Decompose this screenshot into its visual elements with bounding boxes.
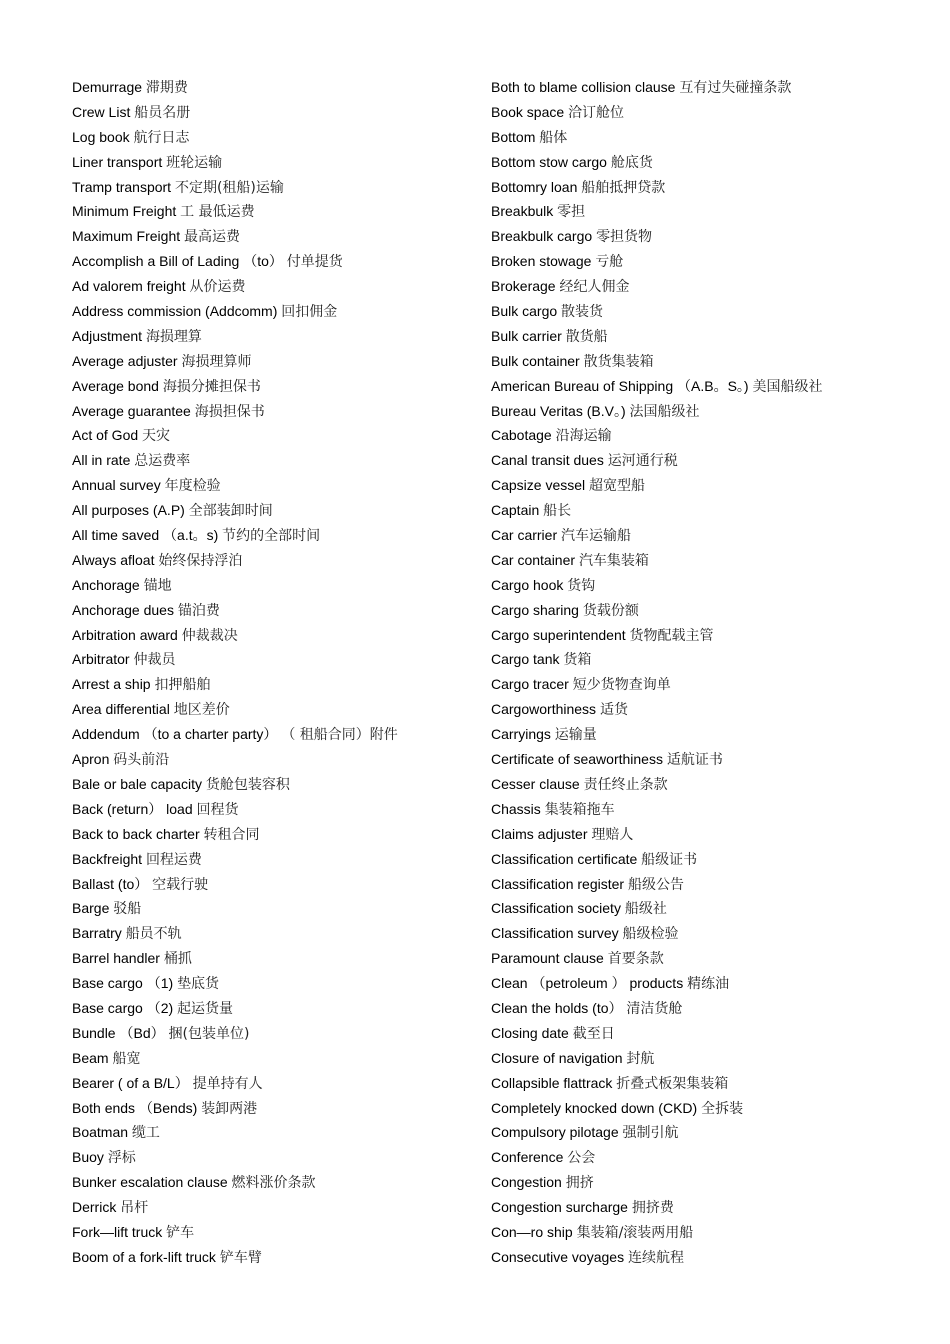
entry-term: Back (return） load — [72, 800, 193, 817]
entry-translation: 滞期费 — [145, 80, 188, 96]
entry-translation: 提单持有人 — [192, 1075, 263, 1092]
glossary-right-column — [491, 75, 931, 1270]
entry-term: Demurrage — [72, 79, 143, 95]
glossary-entry — [72, 1195, 472, 1220]
glossary-entry — [491, 847, 931, 872]
entry-term: Both ends （Bends) — [72, 1099, 198, 1116]
entry-term: Derrick — [72, 1199, 117, 1216]
entry-term: Average adjuster — [72, 352, 178, 369]
glossary-entry — [72, 1120, 472, 1145]
entry-translation: 总运费率 — [134, 453, 191, 470]
glossary-entry — [72, 423, 472, 448]
entry-translation: 回扣佣金 — [281, 304, 338, 321]
entry-translation: 适货 — [599, 702, 628, 719]
glossary-entry — [72, 175, 472, 200]
entry-term: Closure of navigation — [491, 1049, 623, 1066]
glossary-entry — [491, 374, 931, 399]
entry-term: Cabotage — [491, 427, 552, 444]
glossary-entry — [72, 1170, 472, 1195]
entry-term: Bottomry loan — [491, 178, 578, 195]
entry-translation: 始终保持浮泊 — [158, 552, 243, 569]
entry-translation: 付单提货 — [286, 254, 343, 271]
entry-translation: 天灾 — [142, 428, 171, 445]
glossary-entry — [491, 349, 931, 374]
entry-term: Addendum （to a charter party） — [72, 726, 278, 743]
glossary-entry — [72, 1245, 472, 1270]
entry-term: Average guarantee — [72, 402, 191, 419]
entry-translation: 责任终止条款 — [583, 776, 668, 793]
entry-translation: 驳船 — [113, 901, 142, 918]
entry-translation: 船员不轨 — [125, 926, 182, 943]
entry-translation: 锚泊费 — [177, 602, 220, 619]
entry-term: Clean the holds (to） — [491, 999, 623, 1016]
glossary-entry — [491, 548, 931, 573]
glossary-entry — [491, 647, 931, 672]
glossary-entry — [72, 249, 472, 274]
entry-term: Minimum Freight — [72, 203, 177, 220]
glossary-entry — [491, 1245, 931, 1270]
glossary-entry — [72, 199, 472, 224]
entry-translation: 桶抓 — [163, 951, 192, 968]
glossary-entry — [491, 125, 931, 150]
glossary-entry — [491, 75, 931, 100]
entry-term: Certificate of seaworthiness — [491, 751, 663, 768]
entry-term: Fork—lift truck — [72, 1223, 163, 1240]
glossary-entry — [491, 423, 931, 448]
entry-translation: 全拆装 — [701, 1100, 744, 1117]
entry-term: Book space — [491, 103, 565, 120]
glossary-entry — [491, 971, 931, 996]
entry-translation: 垫底货 — [177, 976, 220, 993]
entry-term: All in rate — [72, 452, 131, 469]
glossary-entry — [72, 374, 472, 399]
glossary-entry — [491, 224, 931, 249]
entry-translation: 零担 — [557, 204, 586, 221]
glossary-entry — [491, 1096, 931, 1121]
glossary-entry — [72, 349, 472, 374]
glossary-entry — [491, 1195, 931, 1220]
entry-translation: 互有过失碰撞条款 — [679, 80, 792, 96]
entry-translation: 吊杆 — [120, 1200, 149, 1217]
entry-translation: 折叠式板架集装箱 — [616, 1075, 729, 1092]
entry-term: Beam — [72, 1049, 109, 1066]
entry-term: Address commission (Addcomm) — [72, 303, 278, 320]
glossary-entry — [72, 847, 472, 872]
entry-term: Boatman — [72, 1124, 129, 1141]
glossary-entry — [72, 971, 472, 996]
entry-term: American Bureau of Shipping （A.B。S。) — [491, 377, 749, 394]
entry-translation: 封航 — [626, 1050, 655, 1067]
glossary-entry — [72, 299, 472, 324]
glossary-entry — [491, 274, 931, 299]
entry-term: Ballast (to） — [72, 875, 149, 892]
glossary-entry — [72, 75, 472, 100]
entry-translation: 亏舱 — [595, 254, 624, 271]
entry-term: Closing date — [491, 1024, 569, 1041]
entry-term: Chassis — [491, 800, 541, 817]
entry-translation: 码头前沿 — [113, 752, 170, 769]
glossary-entry — [72, 473, 472, 498]
entry-term: Brokerage — [491, 278, 556, 295]
entry-term: Bulk cargo — [491, 303, 558, 320]
glossary-entry — [491, 1170, 931, 1195]
glossary-entry — [491, 199, 931, 224]
entry-term: Classification certificate — [491, 850, 638, 867]
glossary-entry — [72, 996, 472, 1021]
glossary-left-column — [72, 75, 472, 1270]
entry-term: Conference — [491, 1149, 564, 1166]
entry-translation: 船员名册 — [134, 104, 191, 121]
entry-translation: 经纪人佣金 — [559, 279, 630, 296]
entry-term: All purposes (A.P) — [72, 502, 185, 519]
entry-term: Barge — [72, 900, 110, 917]
entry-term: Arbitration award — [72, 626, 178, 643]
entry-term: Bottom stow cargo — [491, 153, 607, 170]
entry-translation: 海损理算师 — [181, 353, 252, 370]
entry-term: Backfreight — [72, 850, 143, 867]
entry-translation: 船级检验 — [622, 926, 679, 943]
glossary-entry — [491, 896, 931, 921]
entry-term: Area differential — [72, 701, 170, 718]
entry-term: Paramount clause — [491, 950, 604, 967]
glossary-entry — [72, 399, 472, 424]
glossary-entry — [491, 1021, 931, 1046]
entry-translation: 适航证书 — [666, 752, 723, 769]
entry-term: Accomplish a Bill of Lading （to） — [72, 253, 283, 270]
glossary-entry — [72, 1046, 472, 1071]
entry-translation: 船体 — [539, 129, 568, 146]
entry-translation: 公会 — [567, 1150, 596, 1167]
entry-translation: 首要条款 — [607, 951, 664, 968]
entry-translation: 拥挤 — [565, 1175, 594, 1192]
entry-translation: 装卸两港 — [201, 1100, 258, 1117]
glossary-entry — [72, 498, 472, 523]
glossary-entry — [72, 224, 472, 249]
entry-translation: 洽订舱位 — [568, 104, 625, 121]
entry-translation: 货载份额 — [582, 602, 639, 619]
entry-term: Cargo tank — [491, 651, 560, 668]
entry-translation: 捆(包装单位) — [168, 1025, 250, 1042]
entry-translation: 集装箱拖车 — [544, 801, 615, 818]
entry-translation: 运河通行税 — [607, 453, 678, 470]
glossary-entry — [491, 747, 931, 772]
entry-term: Bearer ( of a B/L） — [72, 1074, 189, 1091]
glossary-entry — [72, 100, 472, 125]
glossary-entry — [491, 175, 931, 200]
glossary-entry — [491, 946, 931, 971]
entry-translation: 锚地 — [143, 577, 172, 594]
entry-term: Collapsible flattrack — [491, 1074, 613, 1091]
glossary-entry — [491, 324, 931, 349]
glossary-entry — [72, 872, 472, 897]
entry-term: Base cargo （1) — [72, 975, 174, 992]
entry-translation: 沿海运输 — [555, 428, 612, 445]
glossary-entry — [491, 722, 931, 747]
entry-term: Breakbulk cargo — [491, 228, 593, 245]
entry-translation: 船宽 — [112, 1050, 141, 1067]
glossary-entry — [72, 896, 472, 921]
entry-term: Liner transport — [72, 153, 163, 170]
entry-term: Barratry — [72, 925, 122, 942]
entry-translation: 运输量 — [554, 727, 597, 744]
glossary-entry — [491, 1046, 931, 1071]
entry-translation: 散货船 — [565, 328, 608, 345]
entry-translation: （ 租船合同）附件 — [281, 727, 398, 744]
entry-term: Congestion — [491, 1174, 562, 1191]
entry-term: Back to back charter — [72, 825, 200, 842]
entry-translation: 连续航程 — [627, 1249, 684, 1266]
entry-translation: 海损理算 — [145, 328, 202, 345]
glossary-entry — [72, 523, 472, 548]
glossary-entry — [72, 697, 472, 722]
glossary-entry — [491, 100, 931, 125]
entry-term: Both to blame collision clause — [491, 79, 676, 95]
glossary-entry — [491, 448, 931, 473]
entry-translation: 零担货物 — [596, 229, 653, 246]
glossary-entry — [491, 598, 931, 623]
entry-term: Annual survey — [72, 477, 161, 494]
glossary-entry — [72, 946, 472, 971]
glossary-entry — [72, 1021, 472, 1046]
entry-term: Buoy — [72, 1149, 104, 1166]
entry-translation: 仲裁员 — [133, 652, 176, 669]
glossary-entry — [491, 249, 931, 274]
entry-term: Crew List — [72, 103, 131, 120]
entry-term: Base cargo （2) — [72, 999, 174, 1016]
entry-term: Capsize vessel — [491, 477, 586, 494]
entry-term: Tramp transport — [72, 178, 172, 195]
glossary-entry — [491, 498, 931, 523]
entry-term: Barrel handler — [72, 950, 160, 967]
entry-term: Cargo sharing — [491, 601, 579, 618]
glossary-entry — [72, 797, 472, 822]
entry-term: Completely knocked down (CKD) — [491, 1099, 698, 1116]
entry-translation: 最高运费 — [184, 229, 241, 246]
entry-translation: 船级社 — [624, 901, 667, 918]
glossary-entry — [491, 473, 931, 498]
entry-translation: 货箱 — [563, 652, 592, 669]
entry-term: Cesser clause — [491, 775, 580, 792]
entry-term: Classification society — [491, 900, 621, 917]
entry-translation: 船级证书 — [641, 851, 698, 868]
entry-term: Cargo tracer — [491, 676, 569, 693]
entry-term: Anchorage — [72, 576, 140, 593]
entry-translation: 从价运费 — [189, 279, 246, 296]
entry-translation: 超宽型船 — [589, 478, 646, 495]
entry-translation: 货物配载主管 — [629, 627, 714, 644]
entry-term: Bottom — [491, 128, 536, 145]
glossary-entry — [491, 1120, 931, 1145]
entry-translation: 回程运费 — [145, 851, 202, 868]
glossary-entry — [491, 921, 931, 946]
glossary-entry — [72, 672, 472, 697]
glossary-entry — [72, 125, 472, 150]
glossary-entry — [72, 1096, 472, 1121]
entry-translation: 仲裁裁决 — [181, 627, 238, 644]
entry-term: Breakbulk — [491, 203, 554, 220]
glossary-entry — [72, 822, 472, 847]
entry-translation: 汽车运输船 — [561, 528, 632, 545]
entry-term: Bundle （Bd） — [72, 1024, 165, 1041]
entry-translation: 理赔人 — [591, 826, 634, 843]
glossary-entry — [491, 1071, 931, 1096]
entry-term: Classification survey — [491, 925, 619, 942]
entry-term: Act of God — [72, 427, 139, 444]
glossary-entry — [72, 623, 472, 648]
glossary-entry — [72, 647, 472, 672]
entry-term: Canal transit dues — [491, 452, 604, 469]
entry-term: Maximum Freight — [72, 228, 181, 245]
glossary-entry — [491, 996, 931, 1021]
entry-translation: 精练油 — [687, 976, 730, 993]
entry-translation: 燃料涨价条款 — [231, 1175, 316, 1192]
entry-translation: 转租合同 — [203, 826, 260, 843]
entry-translation: 截至日 — [572, 1025, 615, 1042]
glossary-entry — [72, 448, 472, 473]
entry-translation: 全部装卸时间 — [188, 503, 273, 520]
glossary-entry — [491, 399, 931, 424]
entry-translation: 航行日志 — [133, 129, 190, 146]
entry-translation: 起运货量 — [177, 1000, 234, 1017]
glossary-entry — [491, 872, 931, 897]
entry-term: Car container — [491, 551, 576, 568]
glossary-entry — [72, 722, 472, 747]
entry-term: Cargoworthiness — [491, 701, 597, 718]
glossary-entry — [72, 747, 472, 772]
glossary-entry — [491, 672, 931, 697]
entry-translation: 货舱包装容积 — [205, 776, 290, 793]
glossary-entry — [72, 548, 472, 573]
entry-term: Bunker escalation clause — [72, 1174, 228, 1191]
entry-term: Cargo superintendent — [491, 626, 626, 643]
entry-term: Ad valorem freight — [72, 278, 186, 295]
glossary-entry — [72, 150, 472, 175]
entry-translation: 船级公告 — [627, 876, 684, 893]
entry-translation: 地区差价 — [173, 702, 230, 719]
glossary-entry — [72, 573, 472, 598]
glossary-entry — [491, 523, 931, 548]
entry-translation: 班轮运输 — [166, 154, 223, 171]
entry-term: Anchorage dues — [72, 601, 174, 618]
entry-term: All time saved （a.t。s) — [72, 527, 219, 544]
entry-translation: 舱底货 — [610, 154, 653, 171]
entry-translation: 强制引航 — [622, 1125, 679, 1142]
entry-translation: 回程货 — [196, 801, 239, 818]
glossary-entry — [72, 274, 472, 299]
entry-term: Adjustment — [72, 327, 143, 344]
glossary-entry — [72, 598, 472, 623]
entry-term: Log book — [72, 128, 130, 145]
entry-term: Classification register — [491, 875, 625, 892]
entry-translation: 铲车 — [166, 1224, 195, 1241]
glossary-entry — [491, 1145, 931, 1170]
entry-translation: 年度检验 — [164, 478, 221, 495]
entry-translation: 节约的全部时间 — [222, 528, 321, 545]
entry-term: Consecutive voyages — [491, 1248, 625, 1265]
entry-translation: 船舶抵押贷款 — [581, 179, 666, 196]
entry-translation: 货钩 — [567, 577, 596, 594]
entry-translation: 清洁货舱 — [626, 1000, 683, 1017]
glossary-entry — [72, 1145, 472, 1170]
glossary-entry — [491, 623, 931, 648]
glossary-entry — [72, 324, 472, 349]
entry-term: Clean （petroleum ） products — [491, 975, 684, 992]
glossary-entry — [491, 697, 931, 722]
entry-translation: 不定期(租船)运输 — [174, 179, 284, 196]
entry-translation: 法国船级社 — [629, 403, 700, 420]
glossary-entry — [72, 1071, 472, 1096]
entry-translation: 短少货物查询单 — [572, 677, 671, 694]
glossary-entry — [491, 150, 931, 175]
entry-translation: 海损分摊担保书 — [162, 378, 261, 395]
glossary-entry — [491, 797, 931, 822]
entry-term: Average bond — [72, 377, 159, 394]
entry-translation: 美国船级社 — [752, 378, 823, 395]
entry-translation: 空载行驶 — [152, 876, 209, 893]
entry-term: Compulsory pilotage — [491, 1124, 619, 1141]
glossary-entry — [491, 573, 931, 598]
glossary-entry — [72, 772, 472, 797]
glossary-entry — [72, 921, 472, 946]
entry-term: Car carrier — [491, 527, 558, 544]
entry-term: Congestion surcharge — [491, 1199, 628, 1216]
entry-translation: 海损担保书 — [194, 403, 265, 420]
entry-term: Bale or bale capacity — [72, 775, 202, 792]
glossary-entry — [491, 1220, 931, 1245]
entry-translation: 集装箱/滚装两用船 — [576, 1224, 694, 1241]
entry-term: Arbitrator — [72, 651, 130, 668]
entry-translation: 汽车集装箱 — [578, 552, 649, 569]
entry-term: Bureau Veritas (B.V。) — [491, 402, 626, 419]
entry-term: Bulk container — [491, 352, 580, 369]
entry-term: Captain — [491, 502, 540, 519]
entry-translation: 散货集装箱 — [583, 353, 654, 370]
entry-term: Arrest a ship — [72, 676, 151, 693]
entry-term: Carryings — [491, 726, 551, 743]
entry-translation: 缆工 — [131, 1125, 160, 1142]
entry-term: Bulk carrier — [491, 327, 562, 344]
glossary-entry — [491, 299, 931, 324]
entry-term: Apron — [72, 751, 110, 768]
glossary-entry — [72, 1220, 472, 1245]
entry-translation: 工 最低运费 — [180, 204, 255, 221]
entry-term: Always afloat — [72, 551, 155, 568]
entry-term: Broken stowage — [491, 253, 592, 270]
entry-translation: 散装货 — [561, 304, 604, 321]
entry-term: Boom of a fork-lift truck — [72, 1248, 216, 1265]
entry-translation: 浮标 — [107, 1150, 136, 1167]
entry-term: Con—ro ship — [491, 1223, 573, 1240]
entry-translation: 扣押船舶 — [154, 677, 211, 694]
entry-term: Cargo hook — [491, 576, 564, 593]
entry-term: Claims adjuster — [491, 825, 588, 842]
entry-translation: 拥挤费 — [631, 1200, 674, 1217]
glossary-entry — [491, 772, 931, 797]
entry-translation: 船长 — [543, 503, 572, 520]
entry-translation: 铲车臂 — [219, 1249, 262, 1266]
glossary-entry — [491, 822, 931, 847]
